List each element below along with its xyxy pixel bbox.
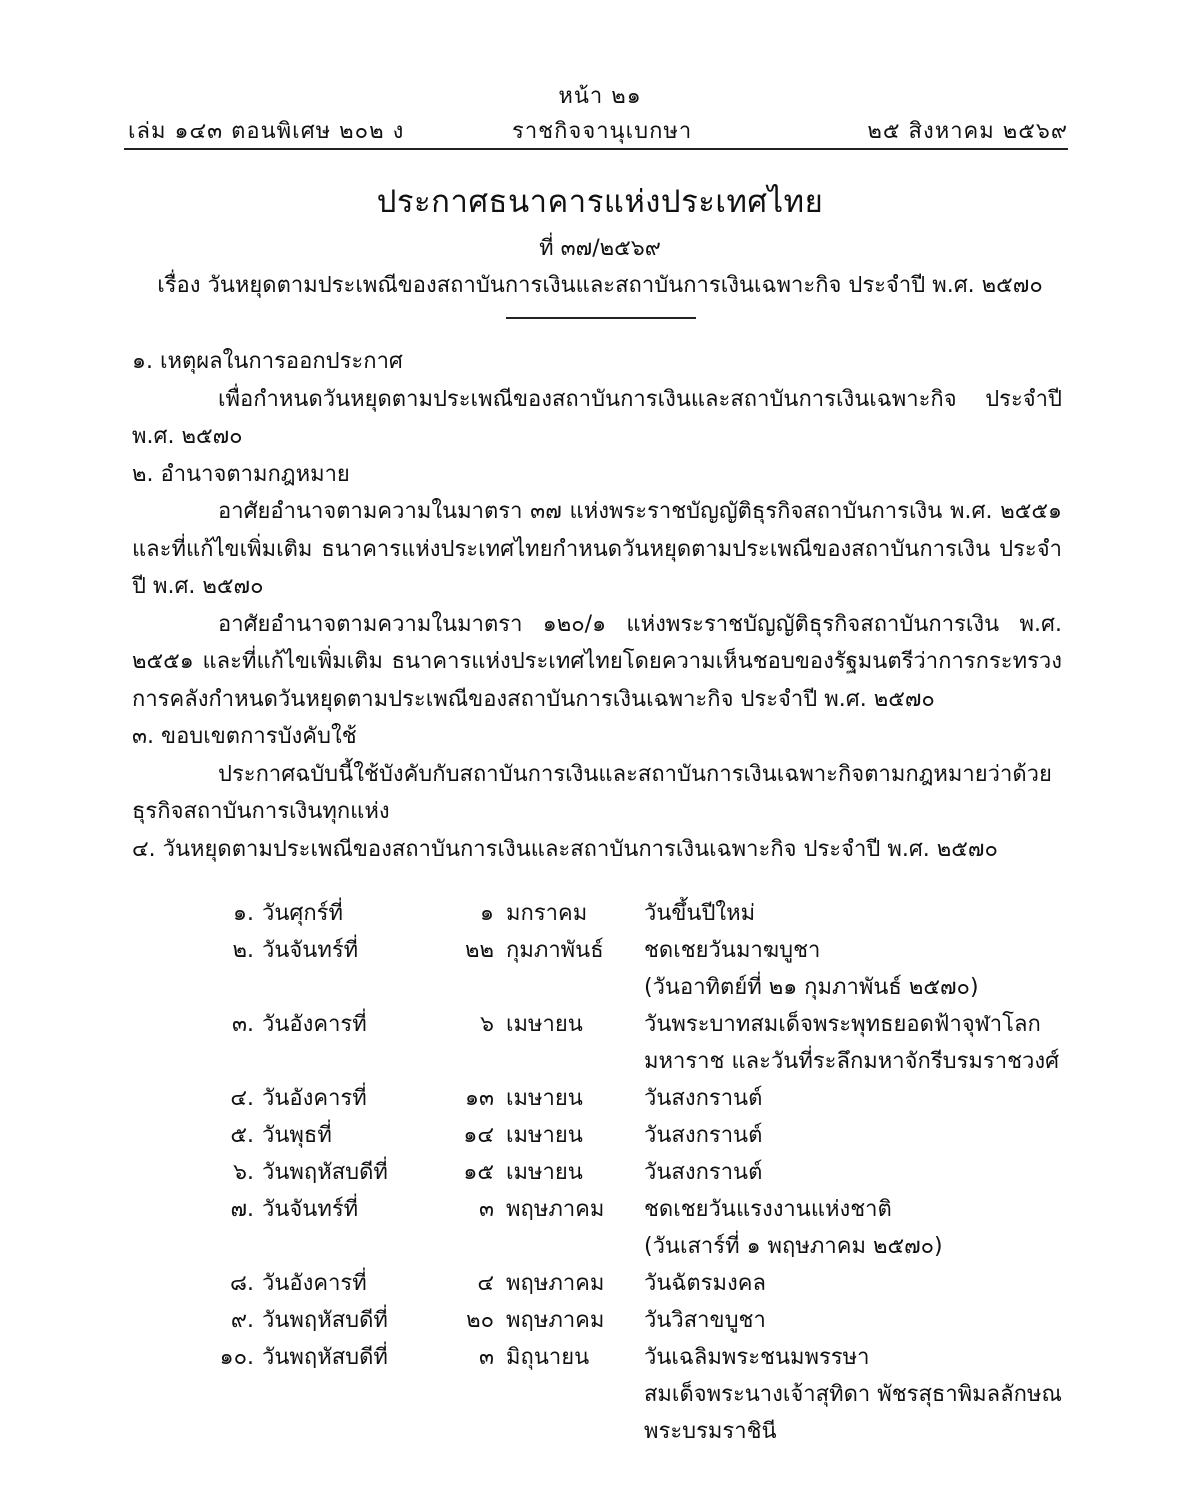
holiday-name-line: วันสงกรานต์ bbox=[644, 1160, 763, 1185]
holiday-row bbox=[132, 932, 1062, 1006]
holiday-name-line: ชดเชยวันมาฆบูชา bbox=[644, 938, 821, 963]
holiday-name bbox=[644, 1154, 1064, 1191]
holiday-name-line: ชดเชยวันแรงงานแห่งชาติ bbox=[644, 1197, 892, 1222]
holiday-month: กุมภาพันธ์ bbox=[506, 938, 604, 963]
holiday-name bbox=[644, 1191, 1064, 1265]
holiday-name-line: วันสงกรานต์ bbox=[644, 1086, 763, 1111]
holiday-index: ๙. bbox=[230, 1308, 254, 1333]
holiday-date: ๖ bbox=[480, 1012, 494, 1037]
holiday-month: เมษายน bbox=[506, 1086, 583, 1111]
section-paragraph: อาศัยอำนาจตามความในมาตรา ๓๗ แห่งพระราชบัญญัติธุรกิจสถาบันการเงิน พ.ศ. ๒๕๕๑ และที่แก้ไขเพิ่มเติม ธนาคารแห่งประเทศไทยกำหนดวันหยุดตามประเพณีของสถาบันการเงิน ประจำปี พ.ศ. ๒๕๗๐ bbox=[132, 499, 1062, 599]
holiday-row bbox=[132, 1080, 1062, 1117]
holiday-month: เมษายน bbox=[506, 1012, 583, 1037]
holiday-name bbox=[644, 932, 1064, 1006]
holiday-month: พฤษภาคม bbox=[506, 1308, 605, 1333]
holiday-weekday: วันพฤหัสบดีที่ bbox=[262, 1308, 388, 1333]
holiday-name-line: พระบรมราชินี bbox=[644, 1419, 777, 1444]
holiday-row bbox=[132, 1191, 1062, 1265]
header-date: ๒๕ สิงหาคม ๒๕๖๙ bbox=[867, 119, 1068, 144]
holiday-index: ๔. bbox=[230, 1086, 254, 1111]
announcement-body bbox=[132, 343, 1062, 868]
holiday-weekday: วันอังคารที่ bbox=[262, 1271, 367, 1296]
section-heading: ๑. เหตุผลในการออกประกาศ bbox=[132, 349, 403, 374]
holiday-index: ๗. bbox=[230, 1197, 254, 1222]
holiday-month: พฤษภาคม bbox=[506, 1271, 605, 1296]
holiday-date: ๑ bbox=[480, 901, 494, 926]
section-heading: ๒. อำนาจตามกฎหมาย bbox=[132, 461, 350, 487]
holiday-row bbox=[132, 1265, 1062, 1302]
holiday-name bbox=[644, 1080, 1064, 1117]
holiday-name-line: มหาราช และวันที่ระลึกมหาจักรีบรมราชวงศ์ bbox=[644, 1049, 1060, 1074]
holiday-weekday: วันศุกร์ที่ bbox=[262, 901, 343, 926]
header-volume-issue: เล่ม ๑๔๓ ตอนพิเศษ ๒๐๒ ง bbox=[128, 119, 405, 144]
holiday-index: ๑. bbox=[233, 901, 254, 926]
holiday-month: มกราคม bbox=[506, 901, 588, 926]
announcement-title: ประกาศธนาคารแห่งประเทศไทย bbox=[376, 184, 824, 220]
holiday-month: พฤษภาคม bbox=[506, 1197, 605, 1222]
gazette-header bbox=[128, 113, 1068, 145]
holiday-name bbox=[644, 1302, 1064, 1339]
holiday-row bbox=[132, 895, 1062, 932]
holiday-row bbox=[132, 1117, 1062, 1154]
holiday-name-line: วันขึ้นปีใหม่ bbox=[644, 901, 756, 926]
holiday-index: ๕. bbox=[230, 1123, 254, 1148]
holiday-name-line: วันเฉลิมพระชนมพรรษา bbox=[644, 1345, 870, 1370]
holiday-date: ๒๐ bbox=[466, 1308, 494, 1333]
holiday-row bbox=[132, 1006, 1062, 1080]
holiday-list bbox=[132, 895, 1062, 1450]
holiday-date: ๒๒ bbox=[464, 938, 494, 963]
title-divider bbox=[506, 317, 696, 319]
holiday-index: ๒. bbox=[232, 938, 254, 963]
holiday-date: ๔ bbox=[477, 1271, 494, 1296]
holiday-name-line: วันสงกรานต์ bbox=[644, 1123, 763, 1148]
holiday-row bbox=[132, 1154, 1062, 1191]
holiday-weekday: วันพุธที่ bbox=[262, 1123, 332, 1148]
holiday-name bbox=[644, 1117, 1064, 1154]
holiday-weekday: วันอังคารที่ bbox=[262, 1012, 367, 1037]
holiday-name-line: (วันเสาร์ที่ ๑ พฤษภาคม ๒๕๗๐) bbox=[644, 1234, 943, 1259]
section-heading: ๔. วันหยุดตามประเพณีของสถาบันการเงินและสถาบันการเงินเฉพาะกิจ ประจำปี พ.ศ. ๒๕๗๐ bbox=[132, 836, 998, 862]
holiday-name bbox=[644, 1339, 1064, 1450]
holiday-date: ๑๓ bbox=[464, 1086, 494, 1111]
holiday-name-line: สมเด็จพระนางเจ้าสุทิดา พัชรสุธาพิมลลักษณ bbox=[644, 1382, 1062, 1407]
holiday-name-line: วันพระบาทสมเด็จพระพุทธยอดฟ้าจุฬาโลก bbox=[644, 1012, 1041, 1037]
section-heading: ๓. ขอบเขตการบังคับใช้ bbox=[132, 724, 357, 749]
holiday-date: ๑๔ bbox=[463, 1123, 494, 1148]
section-paragraph: อาศัยอำนาจตามความในมาตรา ๑๒๐/๑ แห่งพระราชบัญญัติธุรกิจสถาบันการเงิน พ.ศ. ๒๕๕๑ และที่แก้ไขเพิ่มเติม ธนาคารแห่งประเทศไทยโดยความเห็นชอบของรัฐมนตรีว่าการกระทรวงการคลังกำหนดวันหยุดตามประเพณีของสถาบันการเงินเฉพาะกิจ ประจำปี พ.ศ. ๒๕๗๐ bbox=[132, 611, 1062, 712]
holiday-month: มิถุนายน bbox=[506, 1345, 590, 1370]
holiday-date: ๓ bbox=[478, 1197, 494, 1222]
holiday-index: ๘. bbox=[230, 1271, 254, 1296]
holiday-date: ๑๕ bbox=[463, 1160, 494, 1185]
header-divider bbox=[124, 148, 1068, 150]
holiday-month: เมษายน bbox=[506, 1160, 583, 1185]
holiday-row bbox=[132, 1339, 1062, 1450]
holiday-name bbox=[644, 895, 1064, 932]
holiday-name-line: วันวิสาขบูชา bbox=[644, 1308, 766, 1333]
holiday-weekday: วันจันทร์ที่ bbox=[262, 1197, 359, 1222]
holiday-index: ๓. bbox=[231, 1012, 254, 1037]
holiday-weekday: วันจันทร์ที่ bbox=[262, 938, 359, 963]
holiday-date: ๓ bbox=[478, 1345, 494, 1370]
holiday-weekday: วันพฤหัสบดีที่ bbox=[262, 1345, 388, 1370]
holiday-month: เมษายน bbox=[506, 1123, 583, 1148]
header-publication-name: ราชกิจจานุเบกษา bbox=[512, 119, 693, 144]
announcement-number: ที่ ๓๗/๒๕๖๙ bbox=[539, 236, 661, 261]
holiday-index: ๑๐. bbox=[219, 1345, 254, 1370]
holiday-index: ๖. bbox=[233, 1160, 254, 1185]
holiday-name bbox=[644, 1006, 1064, 1080]
page-number: หน้า ๒๑ bbox=[558, 84, 642, 109]
section-paragraph: ประกาศฉบับนี้ใช้บังคับกับสถาบันการเงินและสถาบันการเงินเฉพาะกิจตามกฎหมายว่าด้วยธุรกิจสถาบันการเงินทุกแห่ง bbox=[132, 761, 1052, 824]
section-paragraph: เพื่อกำหนดวันหยุดตามประเพณีของสถาบันการเงินและสถาบันการเงินเฉพาะกิจ ประจำปี พ.ศ. ๒๕๗๐ bbox=[132, 386, 1062, 449]
holiday-row bbox=[132, 1302, 1062, 1339]
holiday-name-line: วันฉัตรมงคล bbox=[644, 1271, 766, 1296]
holiday-weekday: วันพฤหัสบดีที่ bbox=[262, 1160, 388, 1185]
holiday-weekday: วันอังคารที่ bbox=[262, 1086, 367, 1111]
announcement-subject: เรื่อง วันหยุดตามประเพณีของสถาบันการเงินและสถาบันการเงินเฉพาะกิจ ประจำปี พ.ศ. ๒๕๗๐ bbox=[157, 273, 1043, 298]
holiday-name bbox=[644, 1265, 1064, 1302]
holiday-name-line: (วันอาทิตย์ที่ ๒๑ กุมภาพันธ์ ๒๕๗๐) bbox=[644, 975, 979, 1000]
